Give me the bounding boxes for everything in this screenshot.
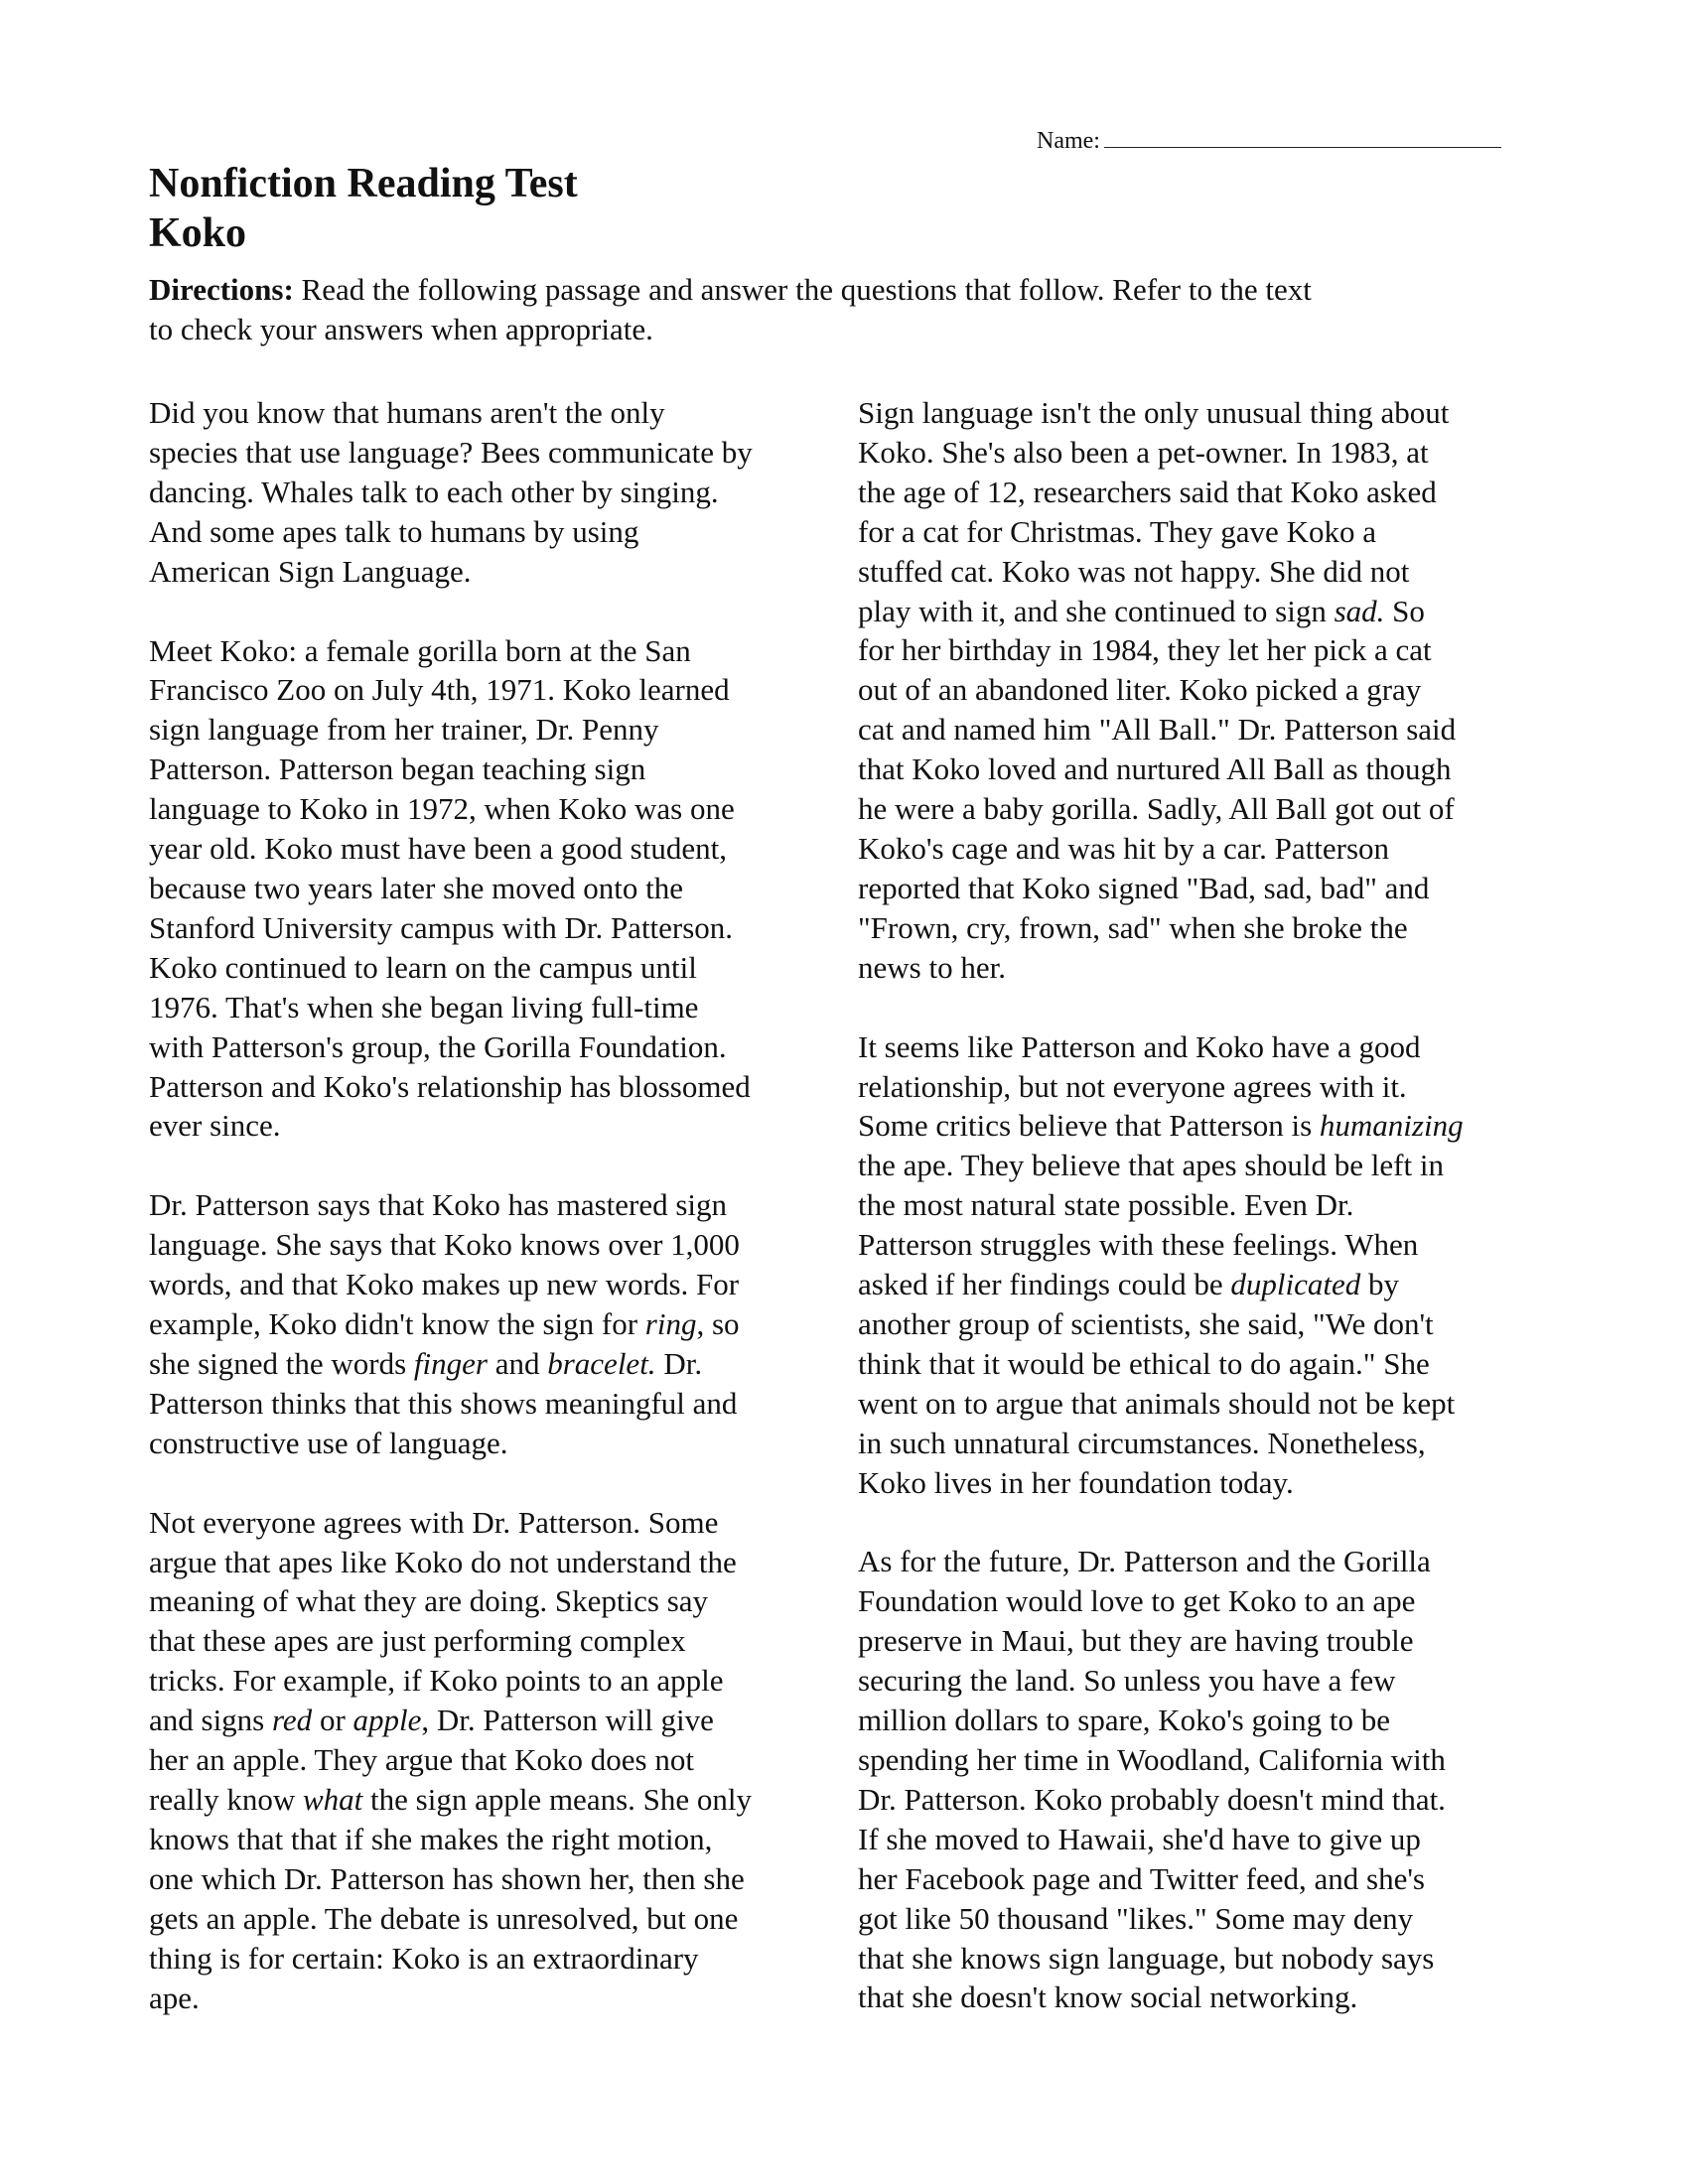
text-line: Foundation would love to get Koko to an ape xyxy=(858,1583,1416,1619)
text-run: Dr. xyxy=(655,1345,703,1381)
left-column xyxy=(149,393,844,2017)
text-line: got like 50 thousand "likes." Some may deny xyxy=(858,1900,1414,1936)
text-line: Meet Koko: a female gorilla born at the San xyxy=(149,632,691,668)
text-line: language. She says that Koko knows over 1,000 xyxy=(149,1227,740,1263)
text-line: went on to argue that animals should not be kept xyxy=(858,1385,1456,1421)
text-line: her Facebook page and Twitter feed, and she's xyxy=(858,1860,1425,1896)
text-line: that she knows sign language, but nobody says xyxy=(858,1940,1435,1976)
text-line: cat and named him "All Ball." Dr. Patterson said xyxy=(858,712,1457,748)
text-line: sign language from her trainer, Dr. Penny xyxy=(149,712,659,748)
paragraph-pet-owner xyxy=(858,393,1553,988)
text-run: So xyxy=(1384,593,1425,628)
paragraph-future xyxy=(858,1542,1553,2017)
text-line xyxy=(149,1780,844,1820)
text-line: "Frown, cry, frown, sad" when she broke the xyxy=(858,909,1408,945)
text-line: Koko. She's also been a pet-owner. In 1983, at xyxy=(858,434,1429,470)
text-line: one which Dr. Patterson has shown her, then she xyxy=(149,1860,745,1896)
italic-word: sad. xyxy=(1334,593,1385,628)
text-run: or xyxy=(312,1703,353,1738)
text-line: Dr. Patterson. Koko probably doesn't mind that. xyxy=(858,1781,1446,1817)
text-line: relationship, but not everyone agrees with it. xyxy=(858,1068,1407,1104)
text-line: preserve in Maui, but they are having trouble xyxy=(858,1623,1414,1659)
text-line: Dr. Patterson says that Koko has mastered sign xyxy=(149,1187,728,1223)
text-line xyxy=(858,1265,1553,1304)
italic-word: bracelet. xyxy=(547,1345,656,1381)
text-run: asked if her findings could be xyxy=(858,1267,1231,1302)
name-label: Name: xyxy=(1037,128,1100,154)
text-line: knows that that if she makes the right motion, xyxy=(149,1821,713,1856)
text-line: thing is for certain: Koko is an extraordinary xyxy=(149,1940,699,1976)
text-line: out of an abandoned liter. Koko picked a gray xyxy=(858,672,1422,708)
text-line: spending her time in Woodland, California with xyxy=(858,1742,1446,1777)
text-line xyxy=(858,592,1553,631)
text-line: that these apes are just performing complex xyxy=(149,1623,686,1659)
title-line-1: Nonfiction Reading Test xyxy=(149,161,578,206)
text-line: Patterson struggles with these feelings. When xyxy=(858,1227,1419,1263)
italic-word: ring xyxy=(644,1306,697,1342)
paragraph-critics xyxy=(858,1027,1553,1503)
text-line: dancing. Whales talk to each other by singing. xyxy=(149,474,719,509)
text-line: he were a baby gorilla. Sadly, All Ball got out of xyxy=(858,791,1455,827)
text-run: Some critics believe that Patterson is xyxy=(858,1108,1320,1144)
italic-word: duplicated xyxy=(1230,1267,1361,1302)
text-line: Francisco Zoo on July 4th, 1971. Koko learned xyxy=(149,672,730,708)
text-line xyxy=(149,1701,844,1740)
text-run: and xyxy=(487,1345,548,1381)
text-line xyxy=(149,1344,844,1384)
text-line: words, and that Koko makes up new words. For xyxy=(149,1267,740,1302)
text-line: language to Koko in 1972, when Koko was one xyxy=(149,791,735,827)
text-line: in such unnatural circumstances. Nonetheless, xyxy=(858,1425,1426,1460)
title-line-2: Koko xyxy=(149,210,247,256)
text-run: the sign apple means. She only xyxy=(362,1782,753,1817)
text-line: think that it would be ethical to do again." She xyxy=(858,1345,1430,1381)
italic-word: what xyxy=(302,1782,363,1817)
text-line: year old. Koko must have been a good student, xyxy=(149,831,727,867)
italic-word: humanizing xyxy=(1319,1108,1464,1144)
text-line: reported that Koko signed "Bad, sad, bad" and xyxy=(858,870,1430,905)
text-line: that she doesn't know social networking. xyxy=(858,1979,1358,2015)
text-line: species that use language? Bees communicate by xyxy=(149,434,753,470)
text-line: securing the land. So unless you have a few xyxy=(858,1663,1396,1699)
text-line: Patterson and Koko's relationship has blossomed xyxy=(149,1068,751,1104)
paragraph-intro xyxy=(149,393,844,592)
text-line: the most natural state possible. Even Dr. xyxy=(858,1187,1354,1223)
text-line: news to her. xyxy=(858,949,1006,985)
text-line: Koko's cage and was hit by a car. Patterson xyxy=(858,830,1390,866)
text-line: another group of scientists, she said, "We don't xyxy=(858,1305,1434,1341)
text-line: It seems like Patterson and Koko have a good xyxy=(858,1028,1421,1064)
right-column xyxy=(858,393,1553,2017)
text-run: and signs xyxy=(149,1703,272,1738)
text-run: play with it, and she continued to sign xyxy=(858,593,1335,628)
text-line xyxy=(149,1304,844,1344)
directions-text-1: Read the following passage and answer the questions that follow. Refer to the text xyxy=(293,272,1312,307)
text-line: meaning of what they are doing. Skeptics say xyxy=(149,1583,709,1619)
directions-label: Directions: xyxy=(149,272,294,307)
text-line: Stanford University campus with Dr. Patterson. xyxy=(149,909,734,945)
text-line: Patterson. Patterson began teaching sign xyxy=(149,751,646,787)
paragraph-mastered-sign xyxy=(149,1185,844,1462)
italic-word: finger xyxy=(413,1345,488,1381)
paragraph-meet-koko xyxy=(149,631,844,1147)
text-run: , so xyxy=(696,1306,740,1342)
italic-word: apple xyxy=(352,1703,422,1738)
text-run: really know xyxy=(149,1782,303,1817)
text-run: example, Koko didn't know the sign for xyxy=(149,1306,645,1342)
text-line: for her birthday in 1984, they let her pick a cat xyxy=(858,632,1432,668)
text-line: Patterson thinks that this shows meaningful and xyxy=(149,1385,738,1421)
text-line: As for the future, Dr. Patterson and the Gorilla xyxy=(858,1544,1431,1579)
text-line: million dollars to spare, Koko's going to be xyxy=(858,1703,1390,1738)
text-line: If she moved to Hawaii, she'd have to give up xyxy=(858,1821,1421,1856)
text-run: , Dr. Patterson will give xyxy=(421,1703,714,1738)
text-run: she signed the words xyxy=(149,1345,414,1381)
text-line: Did you know that humans aren't the only xyxy=(149,395,665,430)
text-line: ape. xyxy=(149,1979,200,2015)
text-line: her an apple. They argue that Koko does not xyxy=(149,1742,694,1778)
text-line: stuffed cat. Koko was not happy. She did not xyxy=(858,553,1410,589)
text-line: Koko continued to learn on the campus until xyxy=(149,949,697,985)
text-line: argue that apes like Koko do not understand the xyxy=(149,1544,737,1579)
page-title xyxy=(149,159,578,258)
text-line: because two years later she moved onto the xyxy=(149,870,684,905)
text-line: the age of 12, researchers said that Koko asked xyxy=(858,474,1437,509)
text-line: And some apes talk to humans by using xyxy=(149,513,639,549)
text-line: with Patterson's group, the Gorilla Foundation. xyxy=(149,1028,727,1064)
text-line: 1976. That's when she began living full-time xyxy=(149,989,699,1024)
text-run: by xyxy=(1360,1267,1399,1302)
italic-word: red xyxy=(272,1703,313,1738)
text-line: Not everyone agrees with Dr. Patterson. Some xyxy=(149,1504,719,1540)
text-line: tricks. For example, if Koko points to an apple xyxy=(149,1663,724,1699)
directions xyxy=(149,270,1539,349)
text-line: Sign language isn't the only unusual thing about xyxy=(858,395,1450,430)
name-field[interactable] xyxy=(1037,125,1501,156)
text-line: for a cat for Christmas. They gave Koko a xyxy=(858,513,1376,549)
text-line: that Koko loved and nurtured All Ball as though xyxy=(858,751,1452,787)
directions-text-2: to check your answers when appropriate. xyxy=(149,312,653,346)
text-line: Koko lives in her foundation today. xyxy=(858,1464,1294,1500)
text-line: gets an apple. The debate is unresolved, but one xyxy=(149,1900,739,1936)
text-line: constructive use of language. xyxy=(149,1425,508,1460)
text-line: ever since. xyxy=(149,1108,281,1144)
text-line xyxy=(858,1106,1553,1146)
name-blank-line[interactable] xyxy=(1104,125,1501,148)
text-line: the ape. They believe that apes should be left in xyxy=(858,1148,1444,1183)
text-line: American Sign Language. xyxy=(149,553,472,589)
paragraph-skeptics xyxy=(149,1503,844,2018)
